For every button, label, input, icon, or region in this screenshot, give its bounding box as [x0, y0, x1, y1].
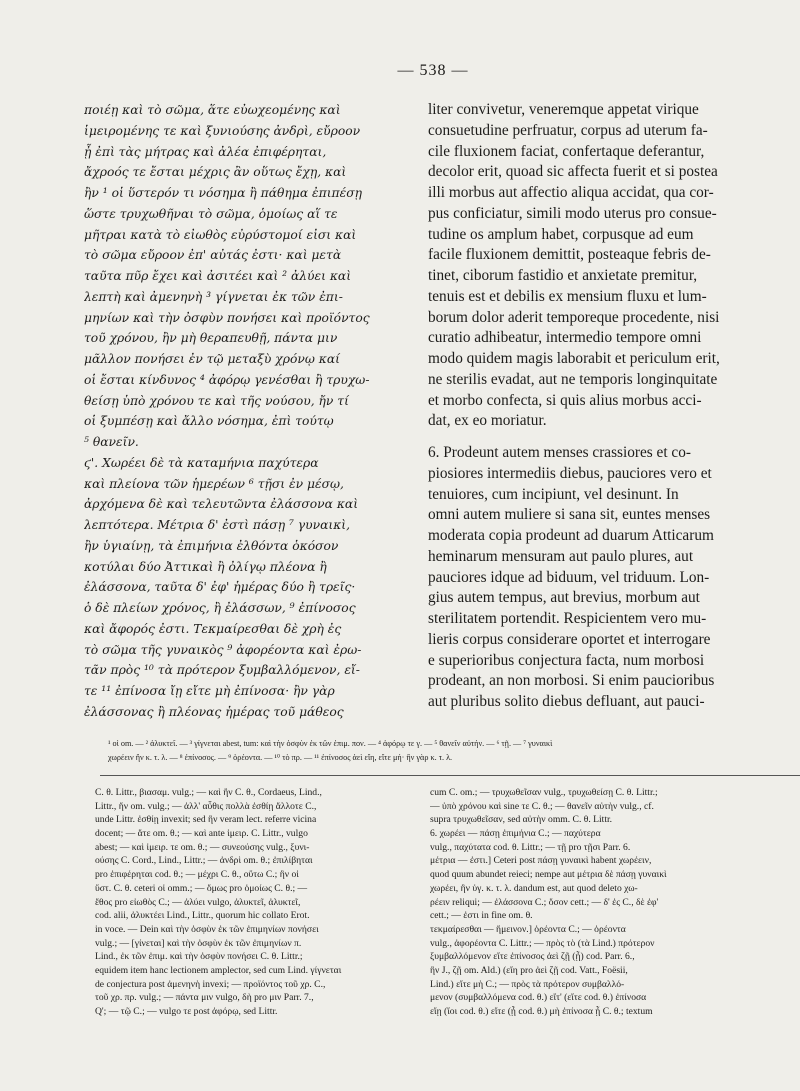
latin-text-column: [428, 100, 800, 713]
greek-text-line: τοῦ χρόνου, ἢν μὴ θεραπευθῇ, πάντα μιν: [84, 331, 338, 346]
greek-text-line: ὥστε τρυχωθῆναι τὸ σῶμα, ὁμοίως αἵ τε: [84, 206, 338, 221]
note-line: ἢν J., ζῇ om. Ald.) (εἴη pro ἀεὶ ζῇ cod. Vatt., Foësii,: [430, 964, 628, 976]
note-line: C. θ. Littr., βιασαμ. vulg.; — καὶ ἢν C. θ., Cordaeus, Lind.,: [95, 787, 322, 798]
note-line: ούσης C. Cord., Lind., Littr.; — ἀνδρὶ om. θ.; ἐπιλίβηται: [95, 855, 313, 867]
note-line: χωρέει, ἢν ὑγ. κ. τ. λ. dandum est, aut quod deleto χω-: [430, 882, 638, 894]
footnotes: [108, 736, 798, 763]
greek-text-line: τὸ σῶμα εὔροον ἐπ' αὐτάς ἐστι· καὶ μετὰ: [84, 248, 342, 263]
latin-text-line: dat, ex eo moriatur.: [428, 412, 547, 430]
note-line: cett.; — ἐστι in fine om. θ.: [430, 910, 533, 922]
note-line: pro ἐπιφέρηται cod. θ.; — μέχρι C. θ., οὕτω C.; ἢν οἱ: [95, 869, 299, 881]
latin-text-line: piosiores intermediis diebus, pauciores vero et: [428, 464, 712, 482]
note-line: τεκμαίρεσθαι — ἥμεινον.] ὁρέοντα C.; — ὁρέοντα: [430, 923, 626, 935]
page-number: — 538 —: [397, 62, 469, 79]
note-line: τοῦ χρ. πρ. vulg.; — πάντα μιν vulgo, δὴ pro μιν Parr. 7.,: [95, 992, 314, 1004]
latin-text-line: ne sterilis evadat, aut ne temporis longinquitate: [428, 370, 718, 388]
greek-text-line: ϛ'. Χωρέει δὲ τὰ καταμήνια παχύτερα: [84, 455, 319, 470]
greek-text-line: μηνίων καὶ τὴν ὀσφὺν πονήσει καὶ προϊόντος: [84, 310, 370, 325]
footnote-line: ¹ οἱ om. — ² ἀλυκτεῖ. — ³ γίγνεται abest, tum: καὶ τὴν ὀσφὺν ἐκ τῶν ἐπιμ. πον. — ⁴ ἀφόρῳ τε γ. — ⁵ θανεῖν αὐτήν. — ⁶ τῇ. — ⁷ γυναικὶ: [108, 739, 553, 748]
note-line: μέτρια — ἐστι.] Ceteri post πάσῃ γυναικὶ habent χωρέειν,: [430, 855, 652, 867]
note-line: — ὑπὸ χρόνου καὶ sine τε C. θ.; — θανεῖν αὐτὴν vulg., cf.: [430, 800, 654, 812]
greek-text-line: μᾶλλον πονήσει ἐν τῷ μεταξὺ χρόνῳ καί: [84, 352, 340, 366]
latin-text-line: sterilitatem portendit. Respicientem vero mu-: [428, 610, 707, 627]
greek-text-line: ἐλάσσονα, ταῦτα δ' ἐφ' ἡμέρας δύο ἢ τρεῖς·: [84, 580, 356, 595]
greek-text-line: ταῦτα πῦρ ἔχει καὶ ἀσιτέει καὶ ² ἀλύει καὶ: [84, 269, 352, 283]
latin-text-line: tinet, ciborum fastidio et anxietate premitur,: [428, 267, 698, 284]
latin-text-line: tenuiores, cum incipiunt, vel desinunt. In: [428, 485, 679, 503]
latin-text-line: [428, 432, 800, 443]
note-line: Lind.) εἴτε μὴ C.; — πρὸς τὰ πρότερον συμβαλλό-: [430, 978, 625, 990]
note-line: ὕστ. C. θ. ceteri οἱ omm.; — ὅμως pro ὁμοίως C. θ.; —: [95, 882, 308, 894]
note-line: supra τρυχωθεῖσαν, sed αὐτὴν omm. C. θ. Littr.: [430, 814, 613, 826]
latin-text-line: moderata copia prodeunt ad duarum Atticarum: [428, 527, 714, 544]
note-line: Littr., ἤν om. vulg.; — ἀλλ' αὖθις πολλὰ ἐσθίῃ ἄλλοτε C.,: [95, 800, 317, 812]
note-line: ρέειν reliqui; — ἐλάσσονα C.; ὅσον cett.; — δ' ἐς C., δὲ ἐφ': [430, 896, 659, 908]
greek-text-line: καὶ ἄφορός ἐστι. Τεκμαίρεσθαι δὲ χρὴ ἐς: [84, 621, 342, 636]
note-line: vulg., ἀφορέοντα C. Littr.; — πρὸς τὸ (τὰ Lind.) πρότερον: [430, 937, 655, 949]
greek-text-line: ἀρχόμενα δὲ καὶ τελευτῶντα ἐλάσσονα καὶ: [84, 497, 359, 512]
greek-text-column: [84, 100, 418, 723]
note-line: ξυμβαλλόμενον εἴτε ἐπίνοσος ἀεὶ ζῇ (ᾖ) cod. Parr. 6.,: [430, 951, 635, 963]
note-line: cum C. om.; — τρυχωθεῖσαν vulg., τρυχωθείσῃ C. θ. Littr.;: [430, 787, 658, 798]
critical-notes-right: [430, 786, 800, 1019]
footnote-divider: [100, 775, 800, 776]
latin-text-line: heminarum mensuram aut paulo plures, aut: [428, 547, 694, 565]
greek-text-line: τὸ σῶμα τῆς γυναικὸς ⁹ ἀφορέοντα καὶ ἐρω-: [84, 642, 362, 657]
note-line: ἔθος pro εἰωθὸς C.; — ἀλύει vulgo, ἀλυκτεῖ, ἀλυκτεῖ,: [95, 896, 301, 908]
latin-text-line: et morbo confecta, si quis alius morbus acci-: [428, 391, 702, 409]
latin-text-line: tenuis est et debilis ex mensium fluxu et lum-: [428, 287, 707, 305]
latin-text-line: 6. Prodeunt autem menses crassiores et co-: [428, 444, 691, 461]
note-line: cod. alii, ἀλυκτέει Lind., Littr., quorum hic collato Erot.: [95, 910, 310, 922]
latin-text-line: pauciores idque ad biduum, vel triduum. Lon-: [428, 568, 710, 586]
greek-text-line: κοτύλαι δύο Ἀττικαὶ ἢ ὀλίγῳ πλέονα ἢ: [84, 559, 327, 574]
note-line: vulg., παχύτατα cod. θ. Littr.; — τῇ pro τῇσι Parr. 6.: [430, 841, 631, 853]
greek-text-line: τᾶν πρὸς ¹⁰ τὰ πρότερον ξυμβαλλόμενον, εἴ-: [84, 663, 360, 678]
latin-text-line: decolor erit, quoad sic affecta fuerit et si postea: [428, 163, 718, 181]
greek-text-line: ⁵ θανεῖν.: [84, 435, 139, 449]
greek-text-line: ἢν ¹ οἱ ὕστερόν τι νόσημα ἢ πάθημα ἐπιπέσῃ: [84, 186, 362, 200]
latin-text-line: liter convivetur, veneremque appetat virique: [428, 101, 699, 118]
greek-text-line: οἱ ξυμπέσῃ καὶ ἄλλο νόσημα, ἐπὶ τούτῳ: [84, 414, 334, 429]
greek-text-line: θείσῃ ὑπὸ χρόνου τε καὶ τῆς νούσου, ἤν τί: [84, 393, 349, 408]
note-line: μενον (συμβαλλόμενα cod. θ.) εἴτ' (εἴτε cod. θ.) ἐπίνοσα: [430, 992, 647, 1004]
latin-text-line: borum dolor aderit temporeque procedente, nisi: [428, 308, 720, 326]
latin-text-line: gius autem tempus, aut brevius, morbum aut: [428, 589, 700, 607]
note-line: vulg.; — [γίνεται] καὶ τὴν ὀσφὺν ἐκ τῶν ἐπιμηνίων π.: [95, 937, 302, 949]
greek-text-line: λεπτότερα. Μέτρια δ' ἐστὶ πάσῃ ⁷ γυναικὶ,: [84, 518, 351, 532]
greek-text-line: λεπτὴ καὶ ἀμενηνὴ ³ γίγνεται ἐκ τῶν ἐπι-: [84, 289, 343, 304]
note-line: Lind., ἐκ τῶν ἐπιμ. καὶ τὴν ὀσφὺν πονήσει C. θ. Littr.;: [95, 951, 303, 963]
greek-text-line: ποιέῃ καὶ τὸ σῶμα, ἅτε εὐωχεομένης καὶ: [84, 103, 341, 117]
greek-text-line: ἐλάσσονας ἢ πλέονας ἡμέρας τοῦ μάθεος: [84, 704, 344, 719]
greek-text-line: ἄχροός τε ἔσται μέχρις ἂν οὕτως ἔχῃ, καὶ: [84, 165, 347, 180]
greek-text-line: τε ¹¹ ἐπίνοσα ἴῃ εἴτε μὴ ἐπίνοσα· ἢν γὰρ: [84, 684, 335, 698]
footnote-line: χωρέειν ἢν κ. τ. λ. — ⁸ ἐπίνοσος. — ⁹ ὁρέοντα. — ¹⁰ τὸ πρ. — ¹¹ ἐπίνοσος ἀεὶ εἴη, εἴτε μή· ἢν γὰρ κ. τ. λ.: [108, 752, 453, 762]
latin-text-line: tudine os amplum habet, corpusque ad eum: [428, 225, 694, 243]
note-line: εἴῃ (ἴοι cod. θ.) εἴτε (ᾖ cod. θ.) μὴ ἐπίνοσα ᾖ C. θ.; textum: [430, 1006, 653, 1017]
latin-text-line: pus conficiatur, simili modo uterus pro consue-: [428, 204, 717, 222]
latin-text-line: omni autem muliere si sana sit, euntes menses: [428, 506, 711, 524]
latin-text-line: aut pluribus solito diebus defluant, aut pauci-: [428, 693, 705, 710]
critical-notes-left: [95, 786, 425, 1019]
note-line: Q'; — τῷ C.; — vulgo τε post ἀφόρῳ, sed Littr.: [95, 1006, 278, 1017]
note-line: de conjectura post ἀμενηνὴ invexi; — προϊόντος τοῦ χρ. C.,: [95, 978, 326, 990]
greek-text-line: ἢν ὑγιαίνῃ, τὰ ἐπιμήνια ἐλθόντα ὁκόσον: [84, 538, 339, 553]
note-line: 6. χωρέει — πάσῃ ἐπιμήνια C.; — παχύτερα: [430, 828, 601, 840]
greek-text-line: καὶ πλείονα τῶν ἡμερέων ⁶ τῇσι ἐν μέσῳ,: [84, 476, 344, 491]
latin-text-line: modo quidem magis laborabit et periculum erit,: [428, 350, 720, 367]
greek-text-line: οἱ ἔσται κίνδυνος ⁴ ἀφόρῳ γενέσθαι ἢ τρυχω-: [84, 372, 370, 387]
note-line: quod quum abundet reieci; nempe aut μέτρια δὲ πάσῃ γυναικὶ: [430, 869, 667, 881]
note-line: docent; — ἅτε om. θ.; — καὶ ante ἱμειρ. C. Littr., vulgo: [95, 828, 308, 840]
latin-text-line: cile fluxionem faciat, confertaque deferantur,: [428, 142, 705, 160]
latin-text-line: curatio adhibeatur, intermedio tempore omni: [428, 329, 702, 347]
latin-text-line: illi morbus aut affectio aliqua accidat, qua cor-: [428, 184, 714, 201]
greek-text-line: μῆτραι κατὰ τὸ εἰωθὸς εὐρύστομοί εἰσι καὶ: [84, 227, 357, 242]
note-line: in voce. — Dein καὶ τὴν ὀσφὺν ἐκ τῶν ἐπιμηνίων πονήσει: [95, 923, 319, 935]
greek-text-line: ὁ δὲ πλείων χρόνος, ἢ ἐλάσσων, ⁹ ἐπίνοσος: [84, 601, 356, 615]
latin-text-line: e superioribus conjectura facta, num morbosi: [428, 651, 705, 669]
note-line: abest; — καὶ ἱμειρ. τε om. θ.; — συνεούσης vulg., ξυνι-: [95, 841, 310, 853]
latin-text-line: consuetudine perfruatur, corpus ad uterum fa-: [428, 121, 708, 139]
greek-text-line: ᾖ ἐπὶ τὰς μήτρας καὶ ἀλέα ἐπιφέρηται,: [84, 144, 327, 159]
note-line: unde Littr. ἐσθίῃ invexit; sed ἢν veram lect. referre vicina: [95, 814, 317, 826]
latin-text-line: facile fluxionem demittit, posteaque febris de-: [428, 246, 711, 264]
note-line: equidem item hanc lectionem amplector, sed cum Lind. γίγνεται: [95, 964, 342, 976]
greek-text-line: ἱμειρομένης τε καὶ ξυνιούσης ἀνδρὶ, εὔροον: [84, 123, 361, 138]
latin-text-line: lieris corpus considerare oportet et interrogare: [428, 630, 711, 648]
latin-text-line: prodeant, an non morbosi. Si enim paucioribus: [428, 672, 715, 690]
